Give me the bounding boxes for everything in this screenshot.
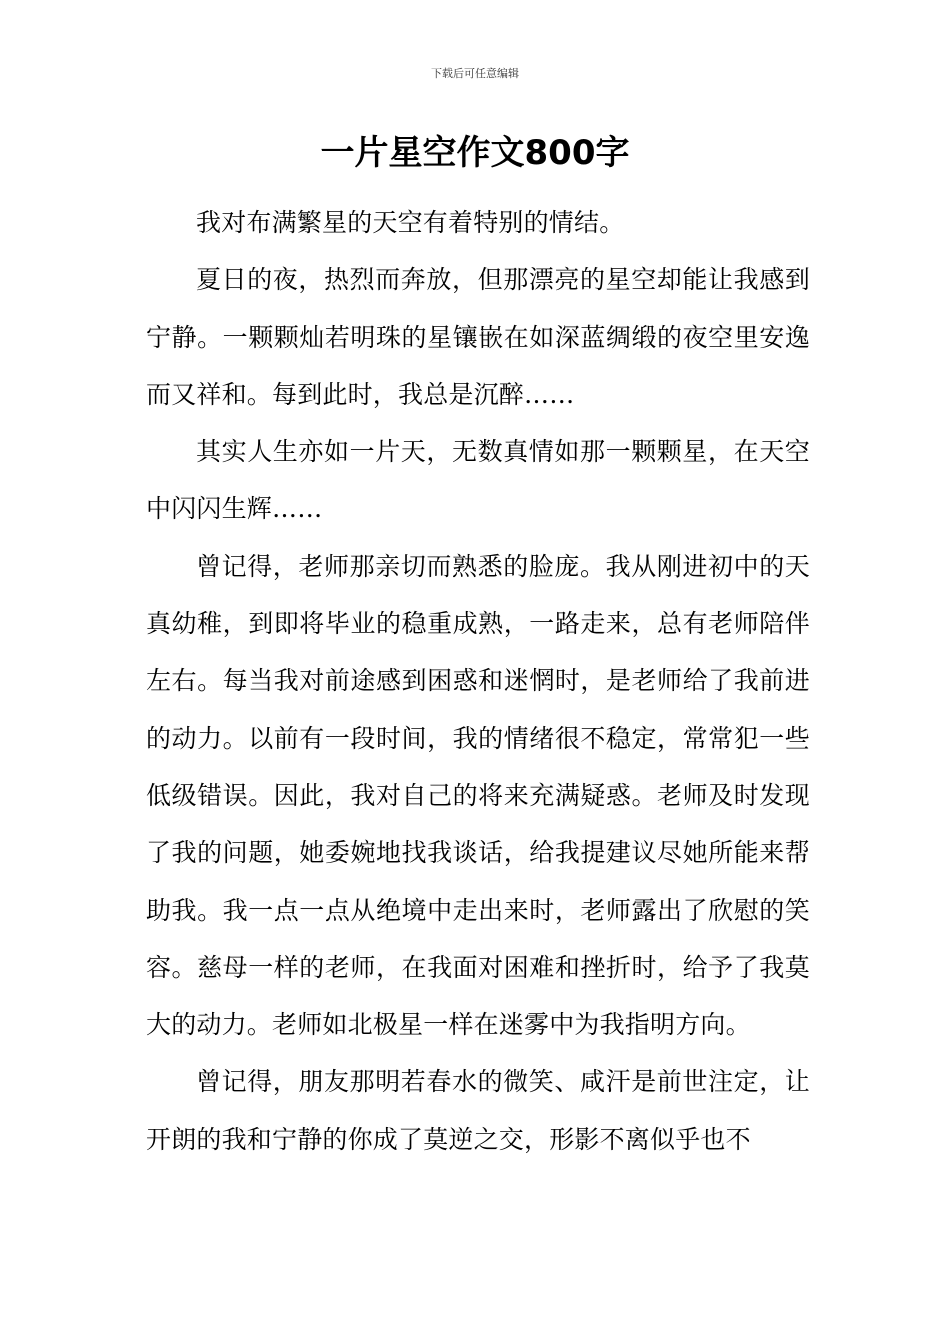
- paragraph-4: 曾记得，老师那亲切而熟悉的脸庞。我从刚进初中的天真幼稚，到即将毕业的稳重成熟，一路走来，总有老师陪伴左右。每当我对前途感到困惑和迷惘时，是老师给了我前进的动力。以前有一段时间，我的情绪很不稳定，常常犯一些低级错误。因此，我对自己的将来充满疑惑。老师及时发现了我的问题，她委婉地找我谈话，给我提建议尽她所能来帮助我。我一点一点从绝境中走出来时，老师露出了欣慰的笑容。慈母一样的老师，在我面对困难和挫折时，给予了我莫大的动力。老师如北极星一样在迷雾中为我指明方向。: [146, 551, 810, 1040]
- paragraph-2: 夏日的夜，热烈而奔放，但那漂亮的星空却能让我感到宁静。一颗颗灿若明珠的星镶嵌在如深蓝绸缎的夜空里安逸而又祥和。每到此时，我总是沉醉……: [146, 265, 810, 409]
- header-note: 下载后可任意编辑: [431, 67, 519, 80]
- document-title: 一片星空作文800字: [320, 133, 630, 173]
- paragraph-3: 其实人生亦如一片天，无数真情如那一颗颗星，在天空中闪闪生辉……: [146, 437, 810, 524]
- paragraph-1: 我对布满繁星的天空有着特别的情结。: [196, 208, 625, 237]
- document-body: [146, 194, 810, 1168]
- paragraph-5: 曾记得，朋友那明若春水的微笑、咸汗是前世注定，让开朗的我和宁静的你成了莫逆之交，形影不离似乎也不: [146, 1067, 810, 1154]
